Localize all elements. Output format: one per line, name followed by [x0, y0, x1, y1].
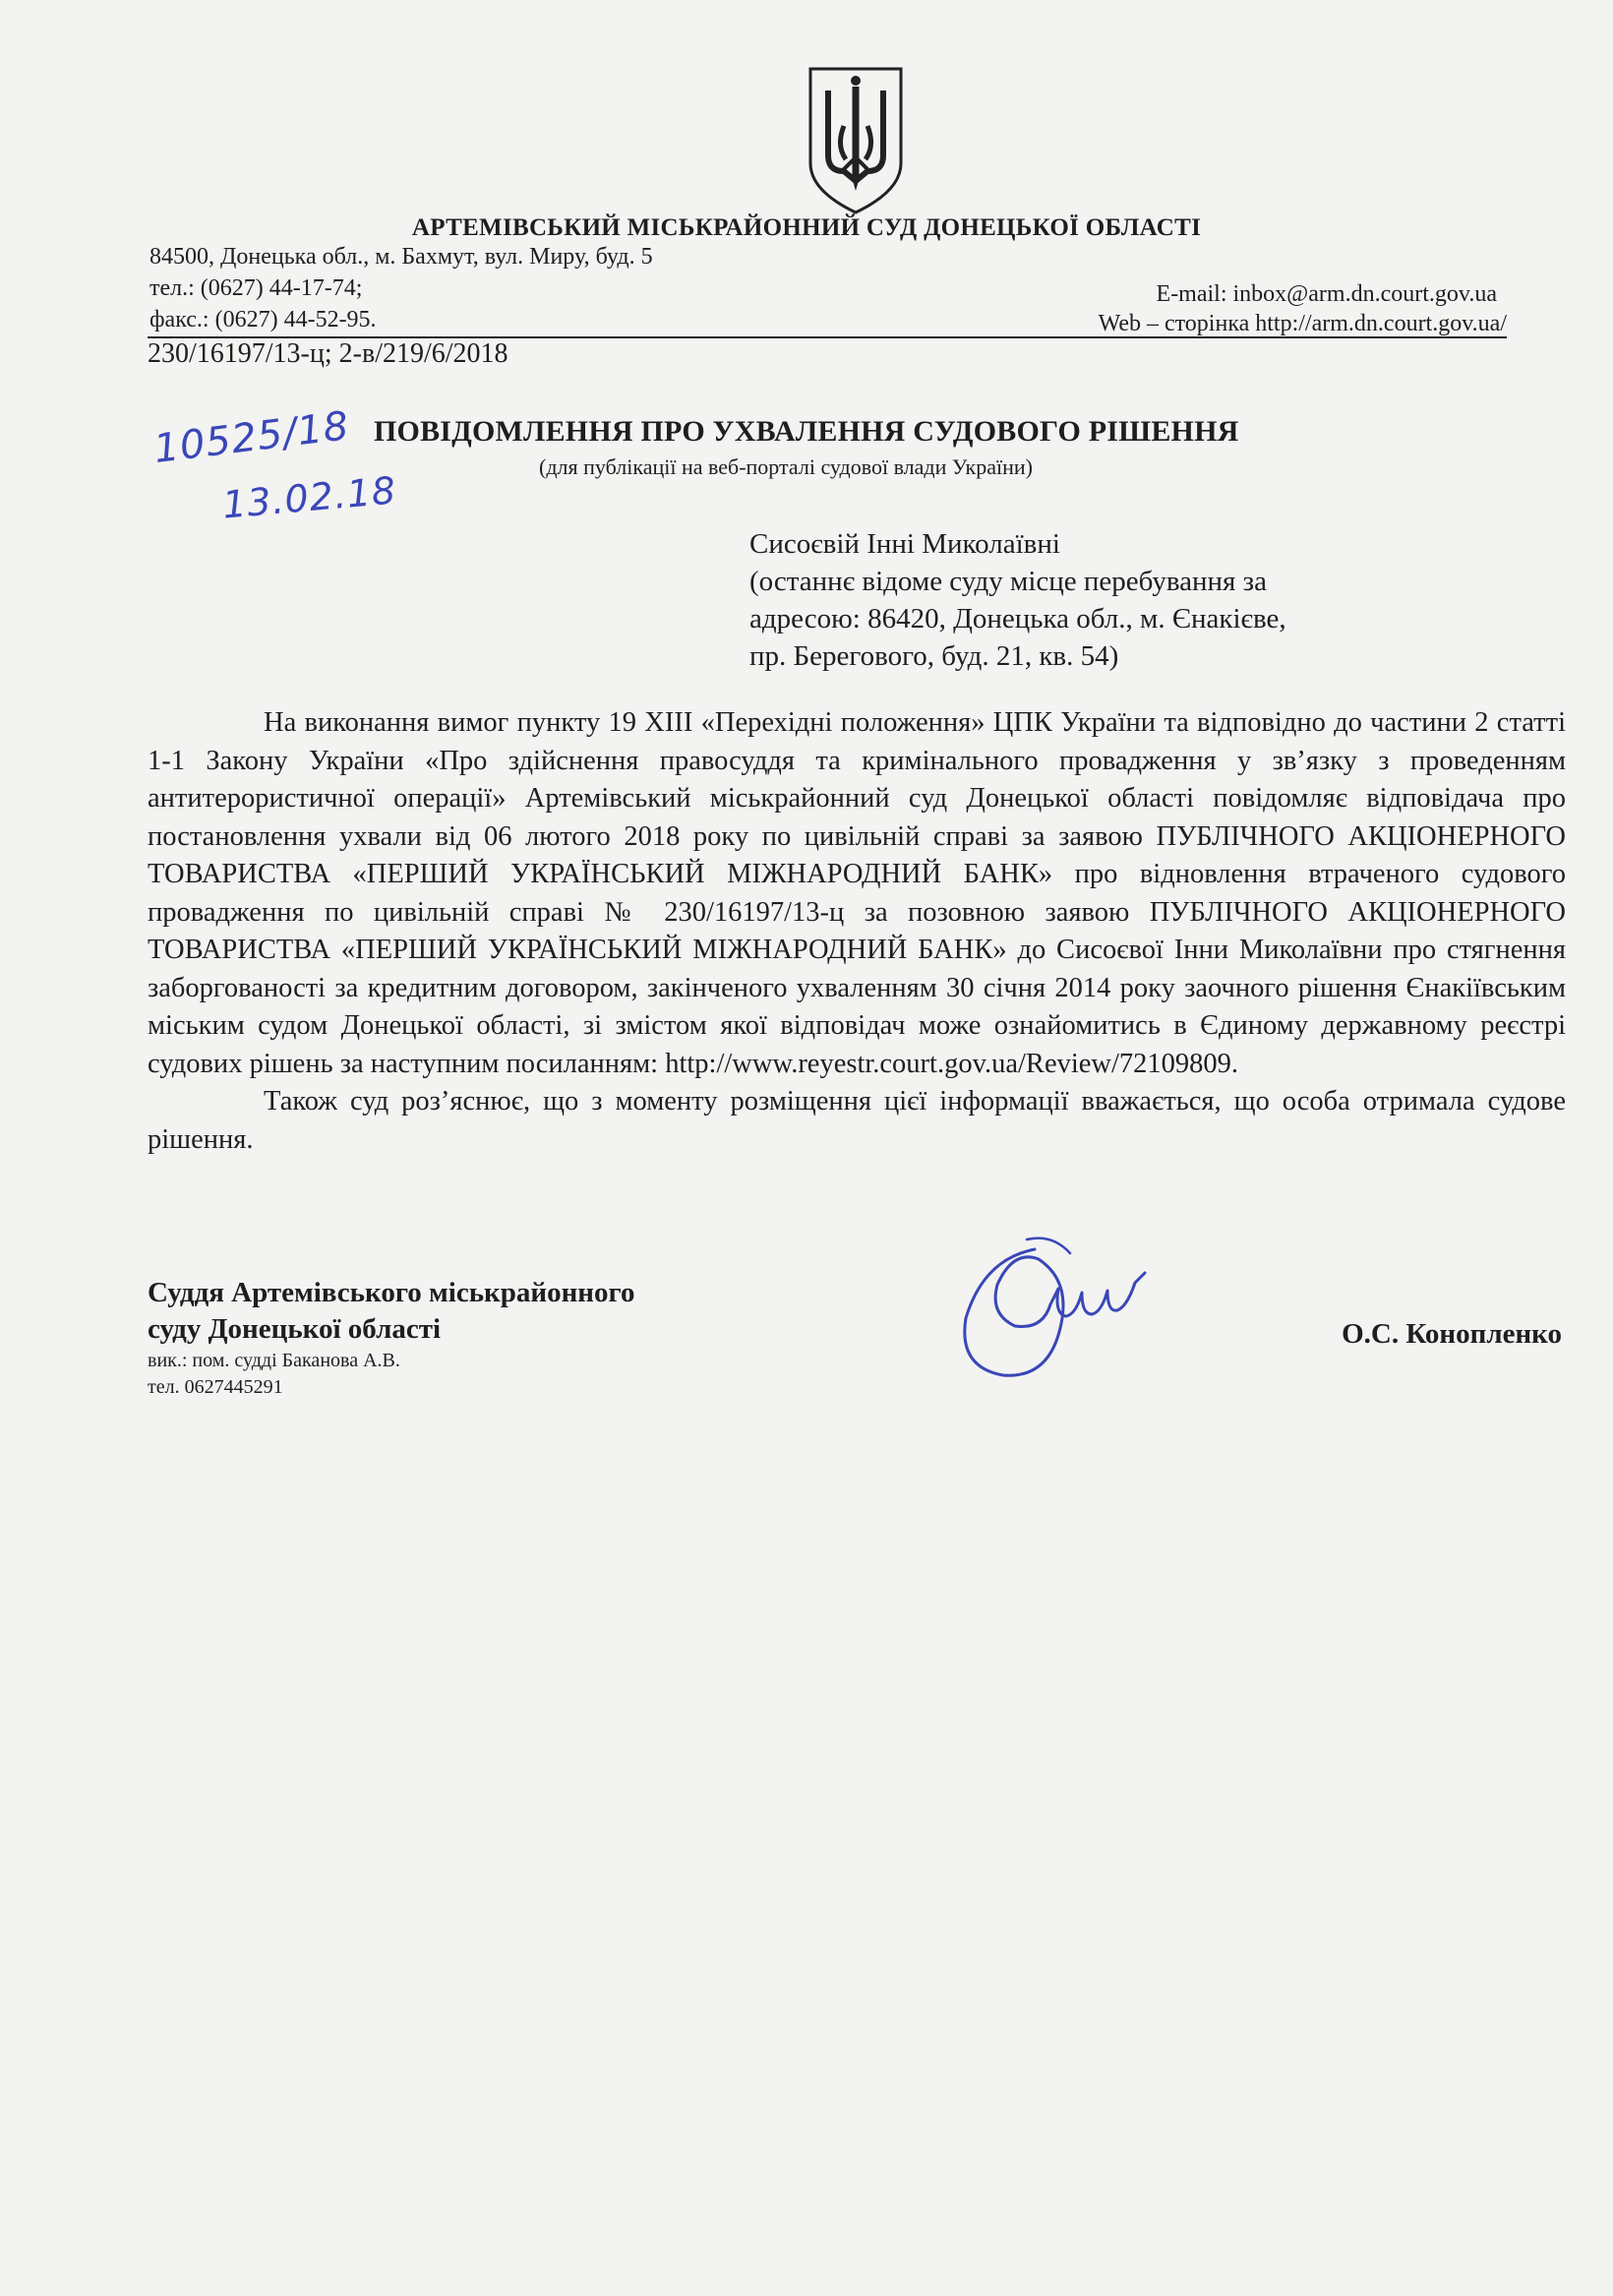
document-title: ПОВІДОМЛЕННЯ ПРО УХВАЛЕННЯ СУДОВОГО РІШЕННЯ — [374, 415, 1239, 448]
court-address: 84500, Донецька обл., м. Бахмут, вул. Миру, буд. 5 — [149, 244, 653, 270]
executor-name: вик.: пом. судді Баканова А.В. — [148, 1350, 400, 1371]
handwritten-registration-number: 10525/18 — [150, 403, 352, 472]
court-fax: факс.: (0627) 44-52-95. — [149, 307, 377, 332]
recipient-block — [749, 525, 1438, 675]
notice-body — [148, 704, 1566, 1159]
executor-info — [148, 1348, 400, 1401]
court-email: E-mail: inbox@arm.dn.court.gov.ua — [1156, 281, 1497, 307]
court-phone: тел.: (0627) 44-17-74; — [149, 275, 363, 301]
document-subtitle: (для публікації на веб-порталі судової влади України) — [539, 454, 1033, 479]
recipient-name: Сисоєвій Інні Миколаївні — [749, 528, 1060, 560]
judge-name: О.С. Конопленко — [1342, 1318, 1562, 1350]
recipient-address-line: адресою: 86420, Донецька обл., м. Єнакієве, — [749, 603, 1286, 634]
judge-title-line: суду Донецької області — [148, 1313, 442, 1345]
executor-phone: тел. 0627445291 — [148, 1376, 283, 1398]
case-number: 230/16197/13-ц; 2-в/219/6/2018 — [148, 338, 508, 369]
body-paragraph: На виконання вимог пункту 19 ХІІІ «Перехідні положення» ЦПК України та відповідно до частини 2 статті 1-1 Закону України «Про здійснення правосуддя та кримінального провадження у зв’язку з проведенням антитерористичної операції» Артемівський міськрайонний суд Донецької області повідомляє відповідача про постановлення ухвали від 06 лютого 2018 року по цивільній справі за заявою ПУБЛІЧНОГО АКЦІОНЕРНОГО ТОВАРИСТВА «ПЕРШИЙ УКРАЇНСЬКИЙ МІЖНАРОДНИЙ БАНК» про відновлення втраченого судового провадження по цивільній справі № 230/16197/13-ц за позовною заявою ПУБЛІЧНОГО АКЦІОНЕРНОГО ТОВАРИСТВА «ПЕРШИЙ УКРАЇНСЬКИЙ МІЖНАРОДНИЙ БАНК» до Сисоєвої Інни Миколаївни про стягнення заборгованості за кредитним договором, закінченого ухваленням 30 січня 2014 року заочного рішення Єнакіївським міським судом Донецької області, зі змістом якої відповідач може ознайомитись в Єдиному державному реєстрі судових рішень за наступним посиланням: http://www.reyestr.court.gov.ua/Review/72109809. — [148, 707, 1566, 1079]
handwritten-signature-icon — [944, 1220, 1180, 1397]
recipient-address-line: пр. Берегового, буд. 21, кв. 54) — [749, 640, 1119, 672]
court-name: АРТЕМІВСЬКИЙ МІСЬКРАЙОННИЙ СУД ДОНЕЦЬКОЇ ОБЛАСТІ — [411, 214, 1202, 241]
court-website: Web – сторінка http://arm.dn.court.gov.ua/ — [1098, 311, 1507, 336]
body-paragraph: Також суд роз’яснює, що з моменту розміщення цієї інформації вважається, що особа отримала судове рішення. — [148, 1086, 1566, 1155]
handwritten-registration-date: 13.02.18 — [220, 468, 398, 527]
judge-title-line: Суддя Артемівського міськрайонного — [148, 1277, 635, 1308]
judge-title — [148, 1275, 634, 1348]
recipient-address-line: (останнє відоме суду місце перебування за — [749, 566, 1267, 597]
coat-of-arms-icon — [797, 61, 915, 218]
